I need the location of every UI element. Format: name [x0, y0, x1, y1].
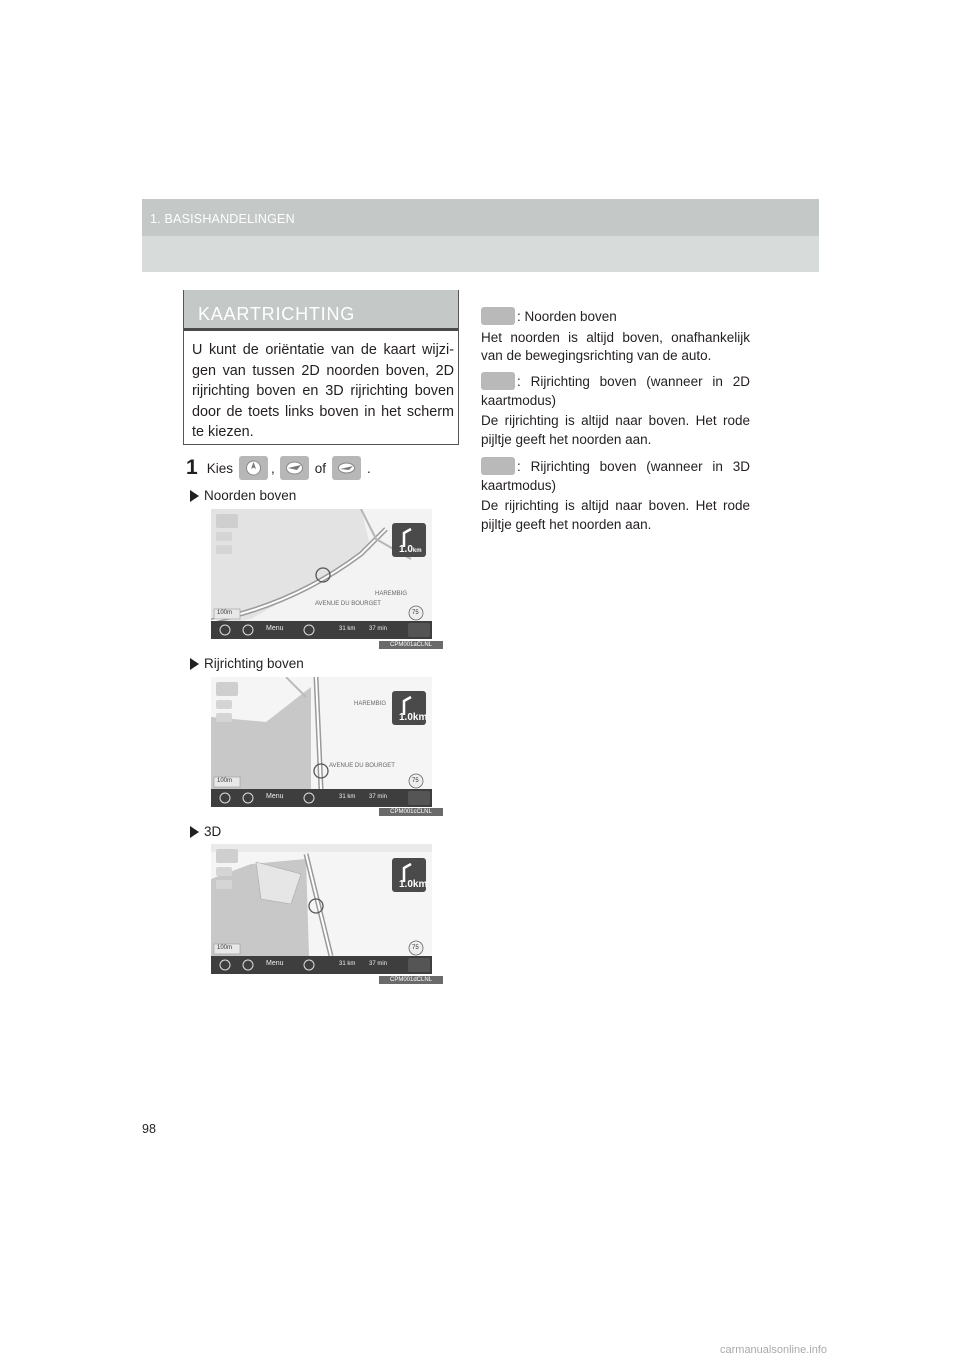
mode-heading-north-up [190, 488, 296, 503]
menu-button: Menu [266, 960, 284, 967]
arrow-right-icon [190, 826, 199, 838]
mode-heading-3d [190, 824, 221, 839]
chapter-title: 1. BASISHANDELINGEN [150, 212, 295, 226]
map-drawing [211, 509, 432, 639]
map-drawing [211, 677, 432, 807]
description-heading-up-2d [481, 372, 750, 449]
step-1 [186, 456, 371, 480]
mode-label: 3D [204, 824, 222, 839]
figure-code: CPM001aCLNL [379, 641, 443, 649]
map-screenshot-3d [211, 844, 432, 974]
footer-watermark[interactable]: carmanualsonline.info [720, 1344, 828, 1356]
figure-code: CPM001cCLNL [379, 808, 443, 816]
description-body: De rijrichting is altijd naar boven. Het rode pijltje geeft het noorden aan. [481, 498, 750, 532]
description-heading-up-3d [481, 457, 750, 534]
route-badge: 75 [412, 610, 419, 616]
heading-up-3d-icon [481, 457, 515, 475]
description-body: Het noorden is altijd boven, onafhankelijk van de bewegingsrichting van de auto. [481, 329, 750, 363]
map-screenshot-north-up [211, 509, 432, 639]
map-scale: 100m [217, 778, 233, 784]
step-text: Kies [206, 460, 233, 476]
header-strip [142, 199, 819, 236]
description-head: : Rijrichting boven (wanneer in 2D kaartmodus) [481, 374, 750, 408]
north-up-icon [481, 307, 515, 325]
route-badge: 75 [412, 778, 419, 784]
step-end: . [366, 460, 371, 476]
header-band [142, 199, 819, 272]
heading-up-2d-icon [481, 372, 515, 390]
section-intro: U kunt de oriëntatie van de kaart wijzi-gen van tussen 2D noorden boven, 2D rijrichting boven en 3D rijrichting boven door de toets links boven in het scherm te kiezen. [192, 342, 454, 440]
description-body: De rijrichting is altijd naar boven. Het rode pijltje geeft het noorden aan. [481, 413, 750, 447]
heading-up-3d-button-icon [332, 456, 361, 480]
map-street-label: HAREMBIG [354, 701, 387, 707]
menu-button: Menu [266, 793, 284, 800]
distance-readout: 1.0km [399, 544, 422, 555]
distance-readout: 1.0km [399, 879, 428, 890]
route-badge: 75 [412, 945, 419, 951]
north-up-button-icon [239, 456, 268, 480]
mode-heading-heading-up [190, 656, 304, 671]
section-box [183, 290, 459, 445]
trip-time: 37 min [369, 794, 388, 800]
description-head: : Rijrichting boven (wanneer in 3D kaartmodus) [481, 459, 750, 493]
trip-distance: 31 km [339, 626, 356, 632]
map-street-label: AVENUE DU BOURGET [315, 601, 381, 607]
distance-readout: 1.0km [399, 712, 428, 723]
step-number: 1 [186, 456, 198, 479]
page-number: 98 [142, 1122, 156, 1136]
step-separator: , [270, 460, 275, 476]
section-heading [184, 290, 458, 331]
arrow-right-icon [190, 490, 199, 502]
heading-up-2d-button-icon [280, 456, 309, 480]
arrow-right-icon [190, 658, 199, 670]
map-screenshot-heading-up [211, 677, 432, 807]
description-north-up [481, 307, 750, 366]
trip-distance: 31 km [339, 961, 356, 967]
map-street-label: AVENUE DU BOURGET [329, 763, 395, 769]
menu-button: Menu [266, 625, 284, 632]
trip-time: 37 min [369, 961, 388, 967]
trip-distance: 31 km [339, 794, 356, 800]
map-scale: 100m [217, 945, 233, 951]
section-title: KAARTRICHTING [198, 304, 356, 324]
map-drawing [211, 844, 432, 974]
trip-time: 37 min [369, 626, 388, 632]
description-head: : Noorden boven [517, 309, 617, 324]
step-or: of [314, 460, 326, 476]
mode-label: Noorden boven [204, 488, 297, 503]
map-scale: 100m [217, 610, 233, 616]
figure-code: CPM001dCLNL [379, 976, 443, 984]
map-street-label: HAREMBIG [375, 591, 408, 597]
mode-label: Rijrichting boven [204, 656, 304, 671]
